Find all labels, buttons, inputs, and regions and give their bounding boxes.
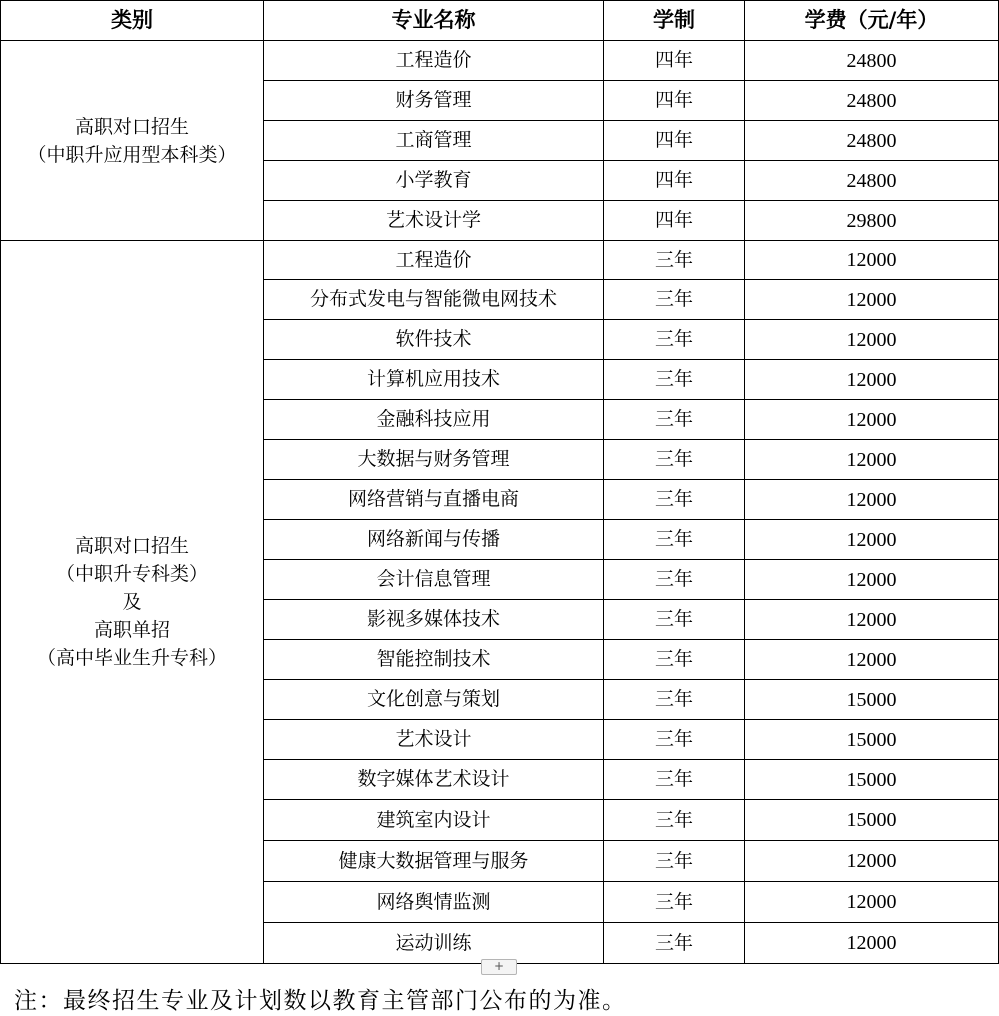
category-line: （高中毕业生升专科） xyxy=(36,647,227,669)
fee-cell: 15000 xyxy=(745,760,999,800)
duration-cell: 三年 xyxy=(604,841,745,882)
duration-cell: 三年 xyxy=(604,760,745,800)
duration-cell: 三年 xyxy=(604,280,745,320)
major-cell: 金融科技应用 xyxy=(264,400,604,440)
duration-cell: 四年 xyxy=(604,41,745,81)
duration-cell: 四年 xyxy=(604,161,745,201)
fee-cell: 12000 xyxy=(745,400,999,440)
major-cell: 软件技术 xyxy=(264,320,604,360)
major-cell: 健康大数据管理与服务 xyxy=(264,841,604,882)
duration-cell: 三年 xyxy=(604,560,745,600)
category-cell xyxy=(1,41,264,241)
category-line: 高职对口招生 xyxy=(74,535,189,557)
duration-cell: 三年 xyxy=(604,680,745,720)
fee-cell: 12000 xyxy=(745,882,999,923)
table-row xyxy=(1,41,999,81)
fee-cell: 24800 xyxy=(745,41,999,81)
category-line: 及 xyxy=(122,591,142,613)
add-row-button[interactable]: + xyxy=(481,959,517,975)
fee-cell: 12000 xyxy=(745,320,999,360)
major-cell: 小学教育 xyxy=(264,161,604,201)
fee-cell: 12000 xyxy=(745,480,999,520)
table-body xyxy=(1,41,999,964)
duration-cell: 三年 xyxy=(604,882,745,923)
major-cell: 运动训练 xyxy=(264,923,604,964)
fee-cell: 29800 xyxy=(745,201,999,241)
duration-cell: 三年 xyxy=(604,440,745,480)
fee-cell: 12000 xyxy=(745,241,999,280)
major-cell: 文化创意与策划 xyxy=(264,680,604,720)
duration-cell: 三年 xyxy=(604,600,745,640)
major-cell: 工程造价 xyxy=(264,41,604,81)
fee-cell: 12000 xyxy=(745,560,999,600)
major-cell: 分布式发电与智能微电网技术 xyxy=(264,280,604,320)
fee-cell: 12000 xyxy=(745,520,999,560)
fee-cell: 24800 xyxy=(745,81,999,121)
duration-cell: 三年 xyxy=(604,800,745,841)
fee-cell: 12000 xyxy=(745,841,999,882)
duration-cell: 三年 xyxy=(604,400,745,440)
footnote: 注：最终招生专业及计划数以教育主管部门公布的为准。 xyxy=(14,988,627,1014)
major-cell: 会计信息管理 xyxy=(264,560,604,600)
fee-cell: 12000 xyxy=(745,360,999,400)
duration-cell: 三年 xyxy=(604,640,745,680)
fee-cell: 12000 xyxy=(745,600,999,640)
fee-cell: 15000 xyxy=(745,800,999,841)
fee-cell: 12000 xyxy=(745,440,999,480)
duration-cell: 三年 xyxy=(604,320,745,360)
fee-cell: 12000 xyxy=(745,280,999,320)
header-major: 专业名称 xyxy=(264,1,604,41)
duration-cell: 四年 xyxy=(604,81,745,121)
category-line: 高职对口招生 xyxy=(74,115,189,138)
duration-cell: 四年 xyxy=(604,121,745,161)
major-cell: 建筑室内设计 xyxy=(264,800,604,841)
category-cell xyxy=(1,241,264,964)
fee-cell: 15000 xyxy=(745,680,999,720)
major-cell: 网络新闻与传播 xyxy=(264,520,604,560)
major-cell: 艺术设计学 xyxy=(264,201,604,241)
duration-cell: 三年 xyxy=(604,923,745,964)
major-cell: 工程造价 xyxy=(264,241,604,280)
fee-cell: 12000 xyxy=(745,923,999,964)
category-line: 高职单招 xyxy=(93,619,170,641)
header-fee: 学费（元/年） xyxy=(745,1,999,41)
header-row xyxy=(1,1,999,41)
duration-cell: 三年 xyxy=(604,360,745,400)
duration-cell: 三年 xyxy=(604,241,745,280)
major-cell: 智能控制技术 xyxy=(264,640,604,680)
header-category: 类别 xyxy=(1,1,264,41)
category-line: （中职升应用型本科类） xyxy=(27,143,237,166)
table-row xyxy=(1,241,999,280)
fee-cell: 12000 xyxy=(745,640,999,680)
header-duration: 学制 xyxy=(604,1,745,41)
major-cell: 工商管理 xyxy=(264,121,604,161)
major-cell: 数字媒体艺术设计 xyxy=(264,760,604,800)
duration-cell: 四年 xyxy=(604,201,745,241)
duration-cell: 三年 xyxy=(604,720,745,760)
major-cell: 财务管理 xyxy=(264,81,604,121)
duration-cell: 三年 xyxy=(604,520,745,560)
major-cell: 计算机应用技术 xyxy=(264,360,604,400)
major-cell: 网络舆情监测 xyxy=(264,882,604,923)
major-cell: 网络营销与直播电商 xyxy=(264,480,604,520)
major-cell: 艺术设计 xyxy=(264,720,604,760)
fee-cell: 24800 xyxy=(745,161,999,201)
fee-cell: 24800 xyxy=(745,121,999,161)
duration-cell: 三年 xyxy=(604,480,745,520)
category-line: （中职升专科类） xyxy=(55,563,208,585)
fee-cell: 15000 xyxy=(745,720,999,760)
major-cell: 影视多媒体技术 xyxy=(264,600,604,640)
major-cell: 大数据与财务管理 xyxy=(264,440,604,480)
